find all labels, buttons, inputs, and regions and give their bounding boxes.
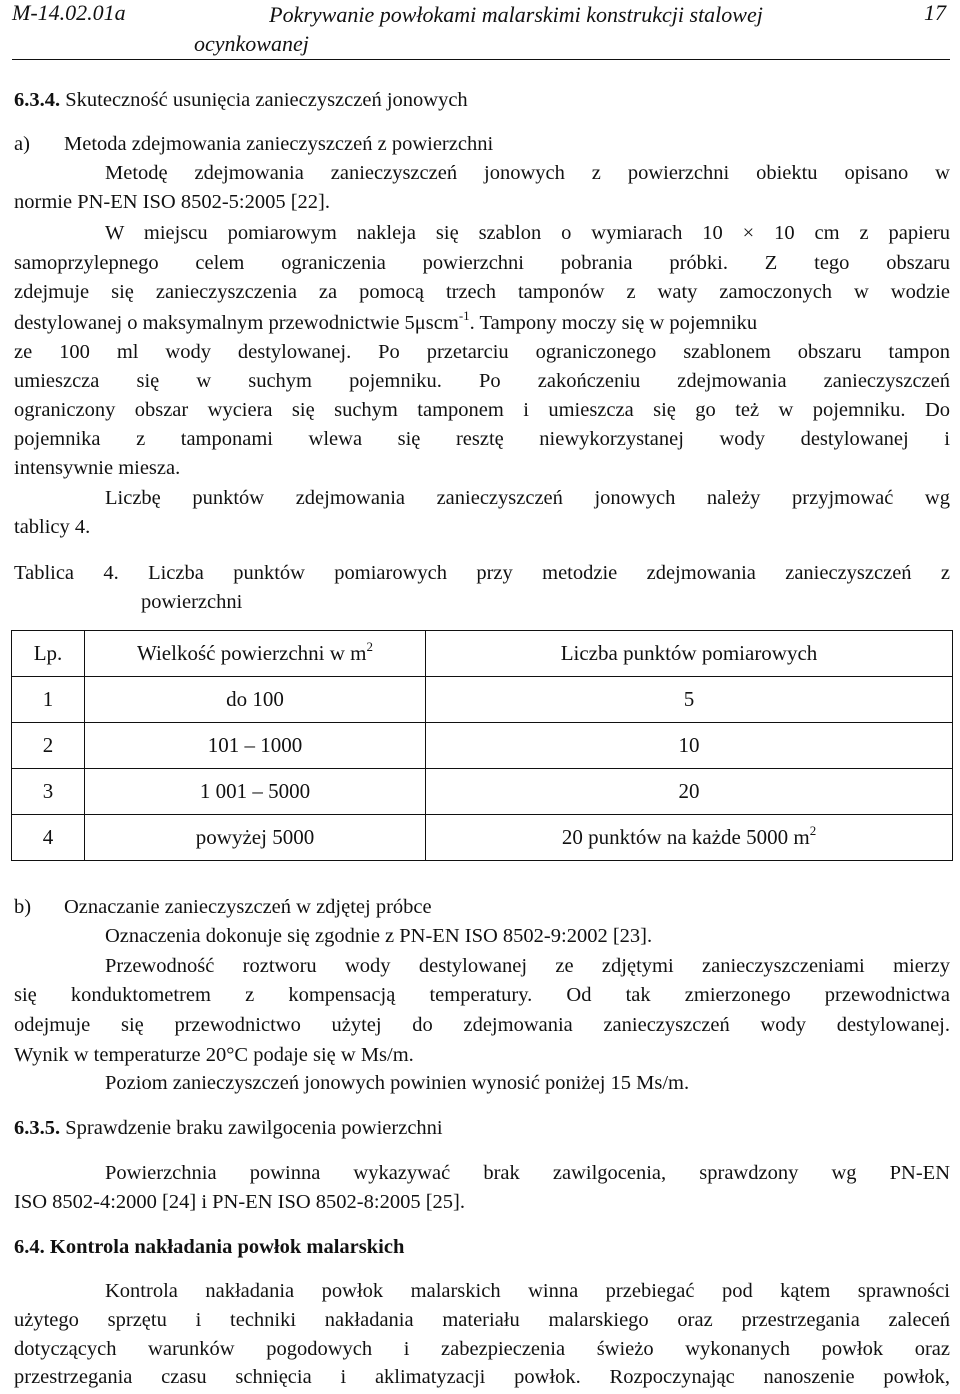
item-a-line-2: normie PN-EN ISO 8502-5:2005 [22]. (14, 191, 331, 213)
item-a-line-6 (14, 309, 950, 338)
item-b-title: Oznaczanie zanieczyszczeń w zdjętej próbce (64, 896, 432, 918)
section-64-number: 6.4. (14, 1236, 45, 1258)
section-635-heading (14, 1114, 950, 1143)
item-a-line-10: pojemnika z tamponami wlewa się resztę niewykorzystanej wody destylowanej i (14, 428, 950, 450)
superscript-minus-one: -1 (458, 308, 470, 323)
item-b-marker: b) (14, 896, 32, 918)
item-b-line-5: Wynik w temperaturze 20°C podaje się w Ms/m. (14, 1044, 414, 1066)
section-635-line-1: Powierzchnia powinna wykazywać brak zawilgocenia, sprawdzony wg PN-EN (105, 1162, 950, 1184)
table-header-lp: Lp. (12, 631, 85, 677)
table-cell: 1 (12, 677, 85, 723)
item-a-line-5: zdejmuje się zanieczyszczenia za pomocą trzech tamponów z waty zamoczonych w wodzie (14, 281, 950, 303)
table-cell: 20 (426, 769, 953, 815)
section-634-number: 6.3.4. (14, 89, 61, 111)
table-row (12, 677, 953, 723)
table-4-caption-line-1: Tablica 4. Liczba punktów pomiarowych przy metodzie zdejmowania zanieczyszczeń z (14, 562, 950, 584)
table-header-area-label: Wielkość powierzchni w m (136, 641, 367, 665)
table-4 (11, 630, 953, 861)
table-cell: 1 001 – 5000 (85, 769, 426, 815)
item-b-line-2: Przewodność roztworu wody destylowanej ze zdjętymi zanieczyszczeniami mierzy (105, 955, 950, 977)
table-cell: 10 (426, 723, 953, 769)
item-a-line-9: ograniczony obszar wyciera się suchym tamponem i umieszcza się go też w pojemniku. Do (14, 399, 950, 421)
table-header-points: Liczba punktów pomiarowych (426, 631, 953, 677)
table-row (12, 723, 953, 769)
table-cell-text: 20 punktów na każde 5000 m (561, 825, 810, 849)
page-number: 17 (924, 0, 946, 25)
item-a-line-13: tablicy 4. (14, 516, 91, 538)
header-rule (12, 59, 950, 60)
item-b-line-4: odejmuje się przewodnictwo użytej do zdejmowania zanieczyszczeń wody destylowanej. (14, 1014, 950, 1036)
item-a-line-6-text: destylowanej o maksymalnym przewodnictwie 5μscm (14, 312, 459, 334)
item-a-heading (14, 130, 950, 159)
table-cell: 4 (12, 815, 85, 861)
table-cell: 101 – 1000 (85, 723, 426, 769)
document-title (194, 0, 836, 56)
section-64-heading (14, 1233, 950, 1262)
section-635-title: Sprawdzenie braku zawilgocenia powierzchni (65, 1117, 443, 1139)
table-row (12, 769, 953, 815)
table-cell (426, 815, 953, 861)
section-635-number: 6.3.5. (14, 1117, 61, 1139)
table-cell: 2 (12, 723, 85, 769)
item-a-line-1: Metodę zdejmowania zanieczyszczeń jonowych z powierzchni obiektu opisano w (105, 162, 950, 184)
section-64-line-3: dotyczących warunków pogodowych i zabezpieczenia świeżo wykonanych powłok oraz (14, 1338, 950, 1360)
item-a-line-12: Liczbę punktów zdejmowania zanieczyszczeń jonowych należy przyjmować wg (105, 487, 950, 509)
document-title-line-2: ocynkowanej (194, 31, 309, 56)
table-header-area (85, 631, 426, 677)
table-header-area-exponent: 2 (366, 639, 373, 654)
table-cell-exponent: 2 (809, 823, 817, 838)
section-634-title: Skuteczność usunięcia zanieczyszczeń jonowych (65, 89, 468, 111)
item-a-marker: a) (14, 133, 30, 155)
item-b-line-1: Oznaczenia dokonuje się zgodnie z PN-EN ISO 8502-9:2002 [23]. (105, 925, 653, 947)
item-a-line-8: umieszcza się w suchym pojemniku. Po zakończeniu zdejmowania zanieczyszczeń (14, 370, 950, 392)
item-b-line-6: Poziom zanieczyszczeń jonowych powinien wynosić poniżej 15 Ms/m. (105, 1072, 690, 1094)
item-b-heading (14, 893, 950, 922)
table-cell: 3 (12, 769, 85, 815)
document-code: M-14.02.01a (12, 0, 126, 25)
table-cell: powyżej 5000 (85, 815, 426, 861)
section-64-line-4: przestrzegania czasu schnięcia i aklimatyzacji powłok. Rozpoczynając nanoszenie powłok, (14, 1366, 950, 1388)
table-cell: 5 (426, 677, 953, 723)
section-64-line-2: użytego sprzętu i techniki nakładania materiału malarskiego oraz przestrzegania zaleceń (14, 1309, 950, 1331)
section-635-line-2: ISO 8502-4:2000 [24] i PN-EN ISO 8502-8:2005 [25]. (14, 1191, 465, 1213)
table-header-row (12, 631, 953, 677)
item-a-line-4: samoprzylepnego celem ograniczenia powierzchni pobrania próbki. Z tego obszaru (14, 252, 950, 274)
section-634-heading (14, 86, 950, 115)
document-title-line-1: Pokrywanie powłokami malarskimi konstrukcji stalowej (269, 2, 763, 27)
item-a-title: Metoda zdejmowania zanieczyszczeń z powierzchni (64, 133, 494, 155)
table-4-caption-line-2: powierzchni (141, 591, 243, 613)
item-a-line-11: intensywnie miesza. (14, 457, 181, 479)
item-a-line-7: ze 100 ml wody destylowanej. Po przetarciu ograniczonego szablonem obszaru tampon (14, 341, 950, 363)
item-a-line-6-rest: . Tampony moczy się w pojemniku (469, 312, 758, 334)
table-row (12, 815, 953, 861)
item-b-line-3: się konduktometrem z kompensacją temperatury. Od tak zmierzonego przewodnictwa (14, 984, 950, 1006)
section-64-line-1: Kontrola nakładania powłok malarskich winna przebiegać pod kątem sprawności (105, 1280, 950, 1302)
item-a-line-3: W miejscu pomiarowym nakleja się szablon o wymiarach 10 × 10 cm z papieru (105, 222, 950, 244)
table-cell: do 100 (85, 677, 426, 723)
section-64-title: Kontrola nakładania powłok malarskich (49, 1236, 405, 1258)
